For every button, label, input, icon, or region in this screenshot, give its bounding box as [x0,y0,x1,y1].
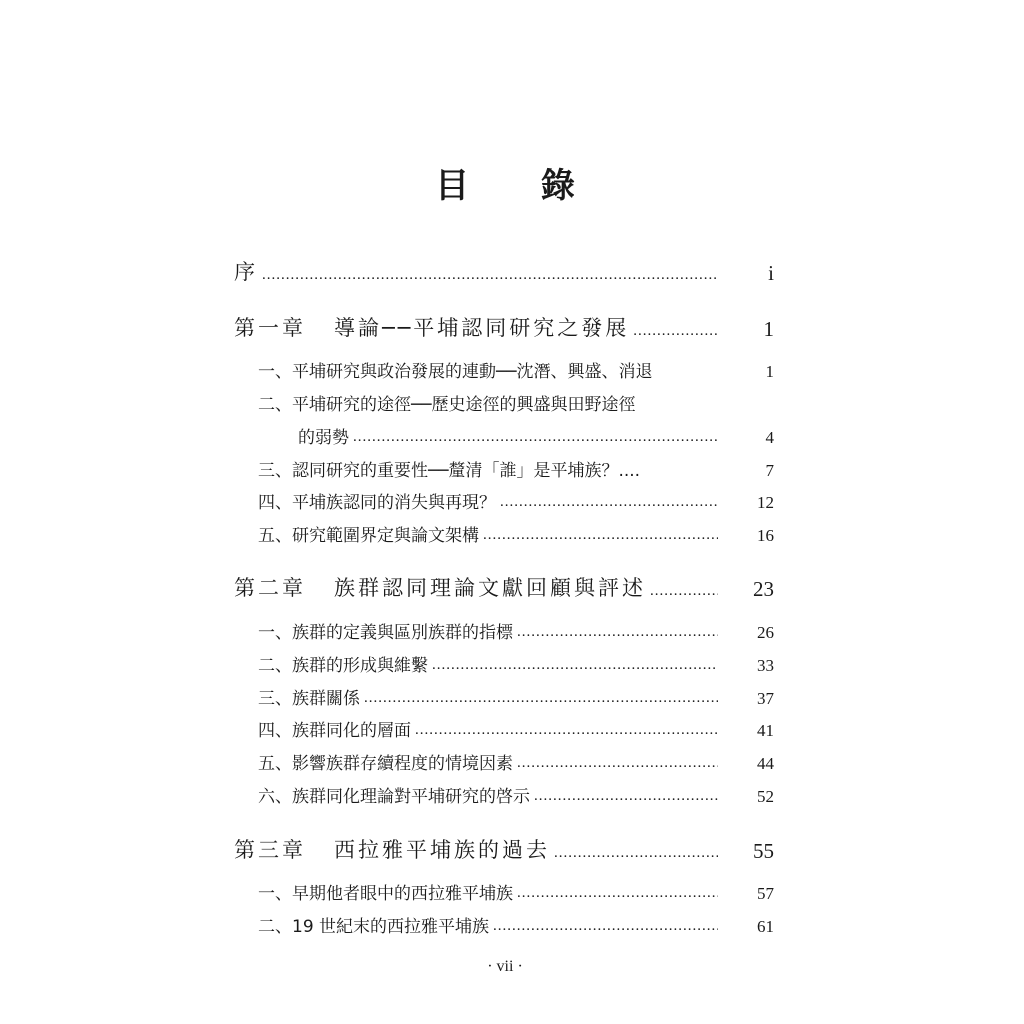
page-number: 57 [757,884,774,903]
toc-entry-preface[interactable] [234,256,774,286]
dot-leader [633,324,718,342]
chapter-number: 第三章 [234,838,306,862]
section-label: 四、平埔族認同的消失與再現？ [258,493,496,513]
dot-leader [517,886,718,904]
dot-leader [517,756,718,774]
chapter-title: 導論──平埔認同研究之發展 [334,316,630,340]
toc-section[interactable] [258,716,774,741]
toc-section[interactable] [258,521,774,546]
toc-section[interactable] [258,456,774,481]
dot-leader [483,528,718,546]
section-label: 一、平埔研究與政治發展的連動──沈潛、興盛、消退 [258,362,653,382]
toc-chapter-1[interactable] [234,312,774,342]
toc-section[interactable] [258,618,774,643]
section-label: 二、19 世紀末的西拉雅平埔族 [258,917,490,937]
section-label: 三、族群關係 [258,689,360,709]
section-label-line1[interactable]: 二、平埔研究的途徑──歷史途徑的興盛與田野途徑 [258,395,636,415]
section-label: 三、認同研究的重要性──釐清「誰」是平埔族？.... [258,461,641,481]
toc-section[interactable] [258,782,774,807]
dot-leader [432,658,718,676]
page-number: 52 [757,787,774,806]
page-number: 7 [765,461,774,480]
toc-section[interactable] [258,749,774,774]
toc-chapter-2[interactable] [234,572,774,602]
dot-leader [534,789,718,807]
page-footer-number: · vii · [487,958,523,975]
toc-section[interactable] [258,651,774,676]
dot-leader [493,919,718,937]
page-number: 1 [765,362,774,381]
page-number: 55 [753,839,774,863]
dot-leader [500,495,718,513]
page-number: 4 [765,428,774,447]
page-number: 41 [757,721,774,740]
page-number: 12 [757,493,774,512]
chapter-title: 西拉雅平埔族的過去 [334,838,550,862]
toc-section[interactable] [258,912,774,937]
page-number: 37 [757,689,774,708]
page-number: 16 [757,526,774,545]
dot-leader [415,723,718,741]
toc-section[interactable] [258,488,774,513]
entry-label: 序 [234,260,258,284]
chapter-title: 族群認同理論文獻回顧與評述 [334,576,646,600]
page-number: 61 [757,917,774,936]
toc-section[interactable] [298,423,774,448]
section-label: 一、族群的定義與區別族群的指標 [258,623,513,643]
section-label: 一、早期他者眼中的西拉雅平埔族 [258,884,513,904]
dot-leader [650,584,718,602]
page-number: 44 [757,754,774,773]
page-number: 23 [753,577,774,601]
section-label: 二、族群的形成與維繫 [258,656,428,676]
page-title: 目 錄 [435,166,605,206]
page-number: i [768,261,774,285]
section-label: 五、研究範圍界定與論文架構 [258,526,479,546]
section-label: 四、族群同化的層面 [258,721,411,741]
chapter-number: 第一章 [234,316,306,340]
page-number: 1 [763,317,774,341]
section-label: 五、影響族群存續程度的情境因素 [258,754,513,774]
dot-leader [262,268,718,286]
toc-section[interactable] [258,684,774,709]
section-label: 六、族群同化理論對平埔研究的啓示 [258,787,530,807]
dot-leader [364,691,718,709]
section-label-line2: 的弱勢 [298,428,349,448]
dot-leader [353,430,718,448]
toc-section[interactable] [258,879,774,904]
dot-leader [517,625,718,643]
toc-section[interactable] [258,357,774,382]
toc-chapter-3[interactable] [234,834,774,864]
page-number: 26 [757,623,774,642]
dot-leader [554,846,718,864]
page-number: 33 [757,656,774,675]
chapter-number: 第二章 [234,576,306,600]
